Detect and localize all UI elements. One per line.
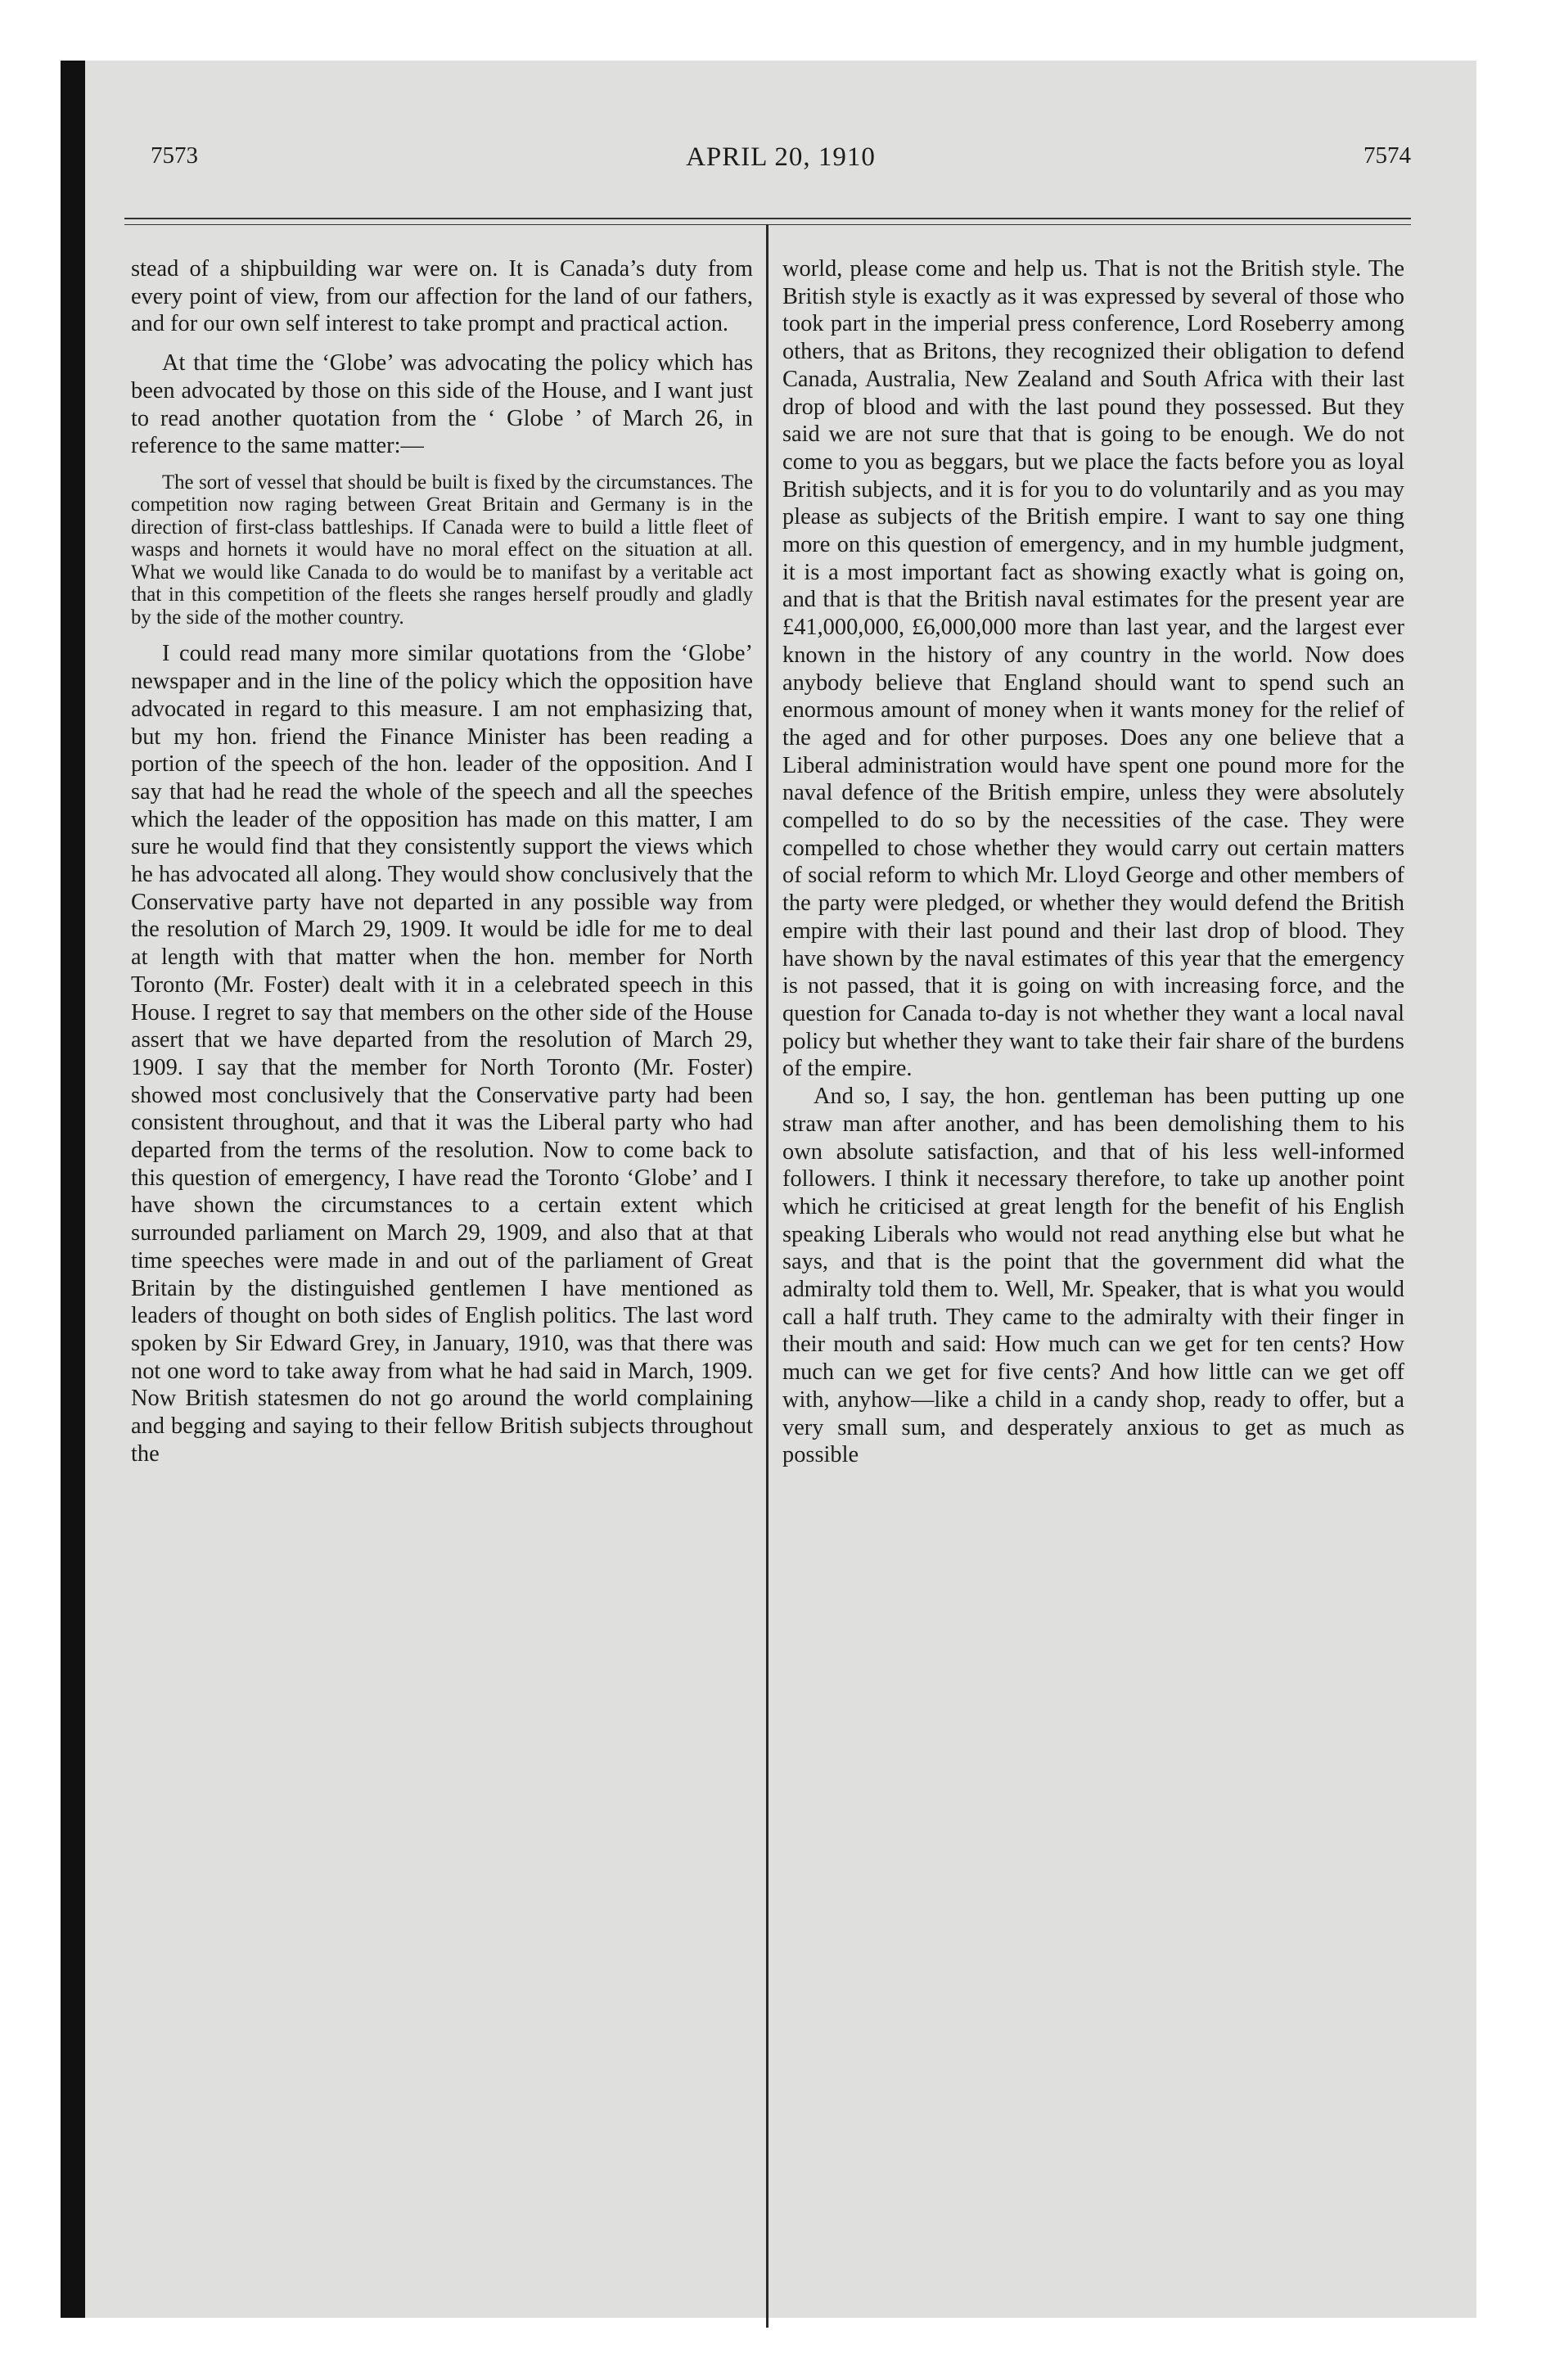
page-number-left: 7573 bbox=[151, 142, 198, 169]
globe-quotation: The sort of vessel that should be built is fixed by the circumstances. The competition now raging between Great Britain and Germany is in the direction of first-class battleships. If Canada were to build a little fleet of wasps and hornets it would have no moral effect on the situation at all. What we would like Canada to do would be to manifast by a veritable act that in this competition of the fleets she ranges herself proudly and gladly by the side of the mother country. bbox=[131, 471, 753, 629]
left-column bbox=[131, 255, 753, 1468]
page-number-right: 7574 bbox=[1363, 142, 1411, 169]
page-header bbox=[151, 142, 1411, 192]
column-divider bbox=[766, 224, 768, 2328]
header-rule-top bbox=[124, 218, 1411, 219]
page-date: APRIL 20, 1910 bbox=[686, 142, 876, 172]
document-page bbox=[85, 61, 1476, 2318]
scan-border bbox=[61, 61, 85, 2318]
right-paragraph-2: And so, I say, the hon. gentleman has been putting up one straw man after another, and has been demolishing them to his own absolute satisfaction, and that of his less well-informed followers. I think it necessary therefore, to take up another point which he criticised at great length for the benefit of his English speaking Liberals who would not read anything else but what he says, and that is the point that the government did what the admiralty told them to. Well, Mr. Speaker, that is what you would call a half truth. They came to the admiralty with their finger in their mouth and said: How much can we get for ten cents? How much can we get for five cents? And how little can we get off with, anyhow—like a child in a candy shop, ready to offer, but a very small sum, and desperately anxious to get as much as possible bbox=[782, 1084, 1404, 1468]
right-column bbox=[782, 255, 1404, 1469]
left-paragraph-1: stead of a shipbuilding war were on. It is Canada’s duty from every point of view, from our affection for the land of our fathers, and for our own self interest to take prompt and practical action. bbox=[131, 256, 753, 337]
right-paragraph-1: world, please come and help us. That is not the British style. The British style is exactly as it was expressed by several of those who took part in the imperial press conference, Lord Roseberry among others, that as Britons, they recognized their obligation to defend Canada, Australia, New Zealand and South Africa with their last drop of blood and with the last pound they possessed. But they said we are not sure that that is going to be enough. We do not come to you as beggars, but we place the facts before you as loyal British subjects, and it is for you to do voluntarily and as you may please as subjects of the British empire. I want to say one thing more on this question of emergency, and in my humble judgment, it is a most important fact as showing exactly what is going on, and that is that the British naval estimates for the present year are £41,000,000, £6,000,000 more than last year, and the largest ever known in the history of any country in the world. Now does anybody believe that England should want to spend such an enormous amount of money when it wants money for the relief of the aged and for other purposes. Does any one believe that a Liberal administration would have spent one pound more for the naval defence of the British empire, unless they were absolutely compelled to do so by the necessities of the case. They were compelled to chose whether they would carry out certain matters of social reform to which Mr. Lloyd George and other members of the party were pledged, or whether they would defend the British empire with their last pound and their last drop of blood. They have shown by the naval estimates of this year that the emergency is not passed, that it is going on with increasing force, and the question for Canada to-day is not whether they want a local naval policy but whether they want to take their fair share of the burdens of the empire. bbox=[782, 256, 1404, 1082]
left-paragraph-2: At that time the ‘Globe’ was advocating the policy which has been advocated by those on this side of the House, and I want just to read another quotation from the ‘ Globe ’ of March 26, in reference to the same matter:— bbox=[131, 350, 753, 459]
left-paragraph-3: I could read many more similar quotations from the ‘Globe’ newspaper and in the line of the policy which the opposition have advocated in regard to this measure. I am not emphasizing that, but my hon. friend the Finance Minister has been reading a portion of the speech of the hon. leader of the opposition. And I say that had he read the whole of the speech and all the speeches which the leader of the opposition has made on this matter, I am sure he would find that they consistently support the views which he has advocated all along. They would show conclusively that the Conservative party have not departed in any possible way from the resolution of March 29, 1909. It would be idle for me to deal at length with that matter when the hon. member for North Toronto (Mr. Foster) dealt with it in a celebrated speech in this House. I regret to say that members on the other side of the House assert that we have departed from the resolution of March 29, 1909. I say that the member for North Toronto (Mr. Foster) showed most conclusively that the Conservative party had been consistent throughout, and that it was the Liberal party who had departed from the terms of the resolution. Now to come back to this question of emergency, I have read the Toronto ‘Globe’ and I have shown the circumstances to a certain extent which surrounded parliament on March 29, 1909, and also that at that time speeches were made in and out of the parliament of Great Britain by the distinguished gentlemen I have mentioned as leaders of thought on both sides of English politics. The last word spoken by Sir Edward Grey, in January, 1910, was that there was not one word to take away from what he had said in March, 1909. Now British statesmen do not go around the world complaining and begging and saying to their fellow British subjects throughout the bbox=[131, 641, 753, 1467]
